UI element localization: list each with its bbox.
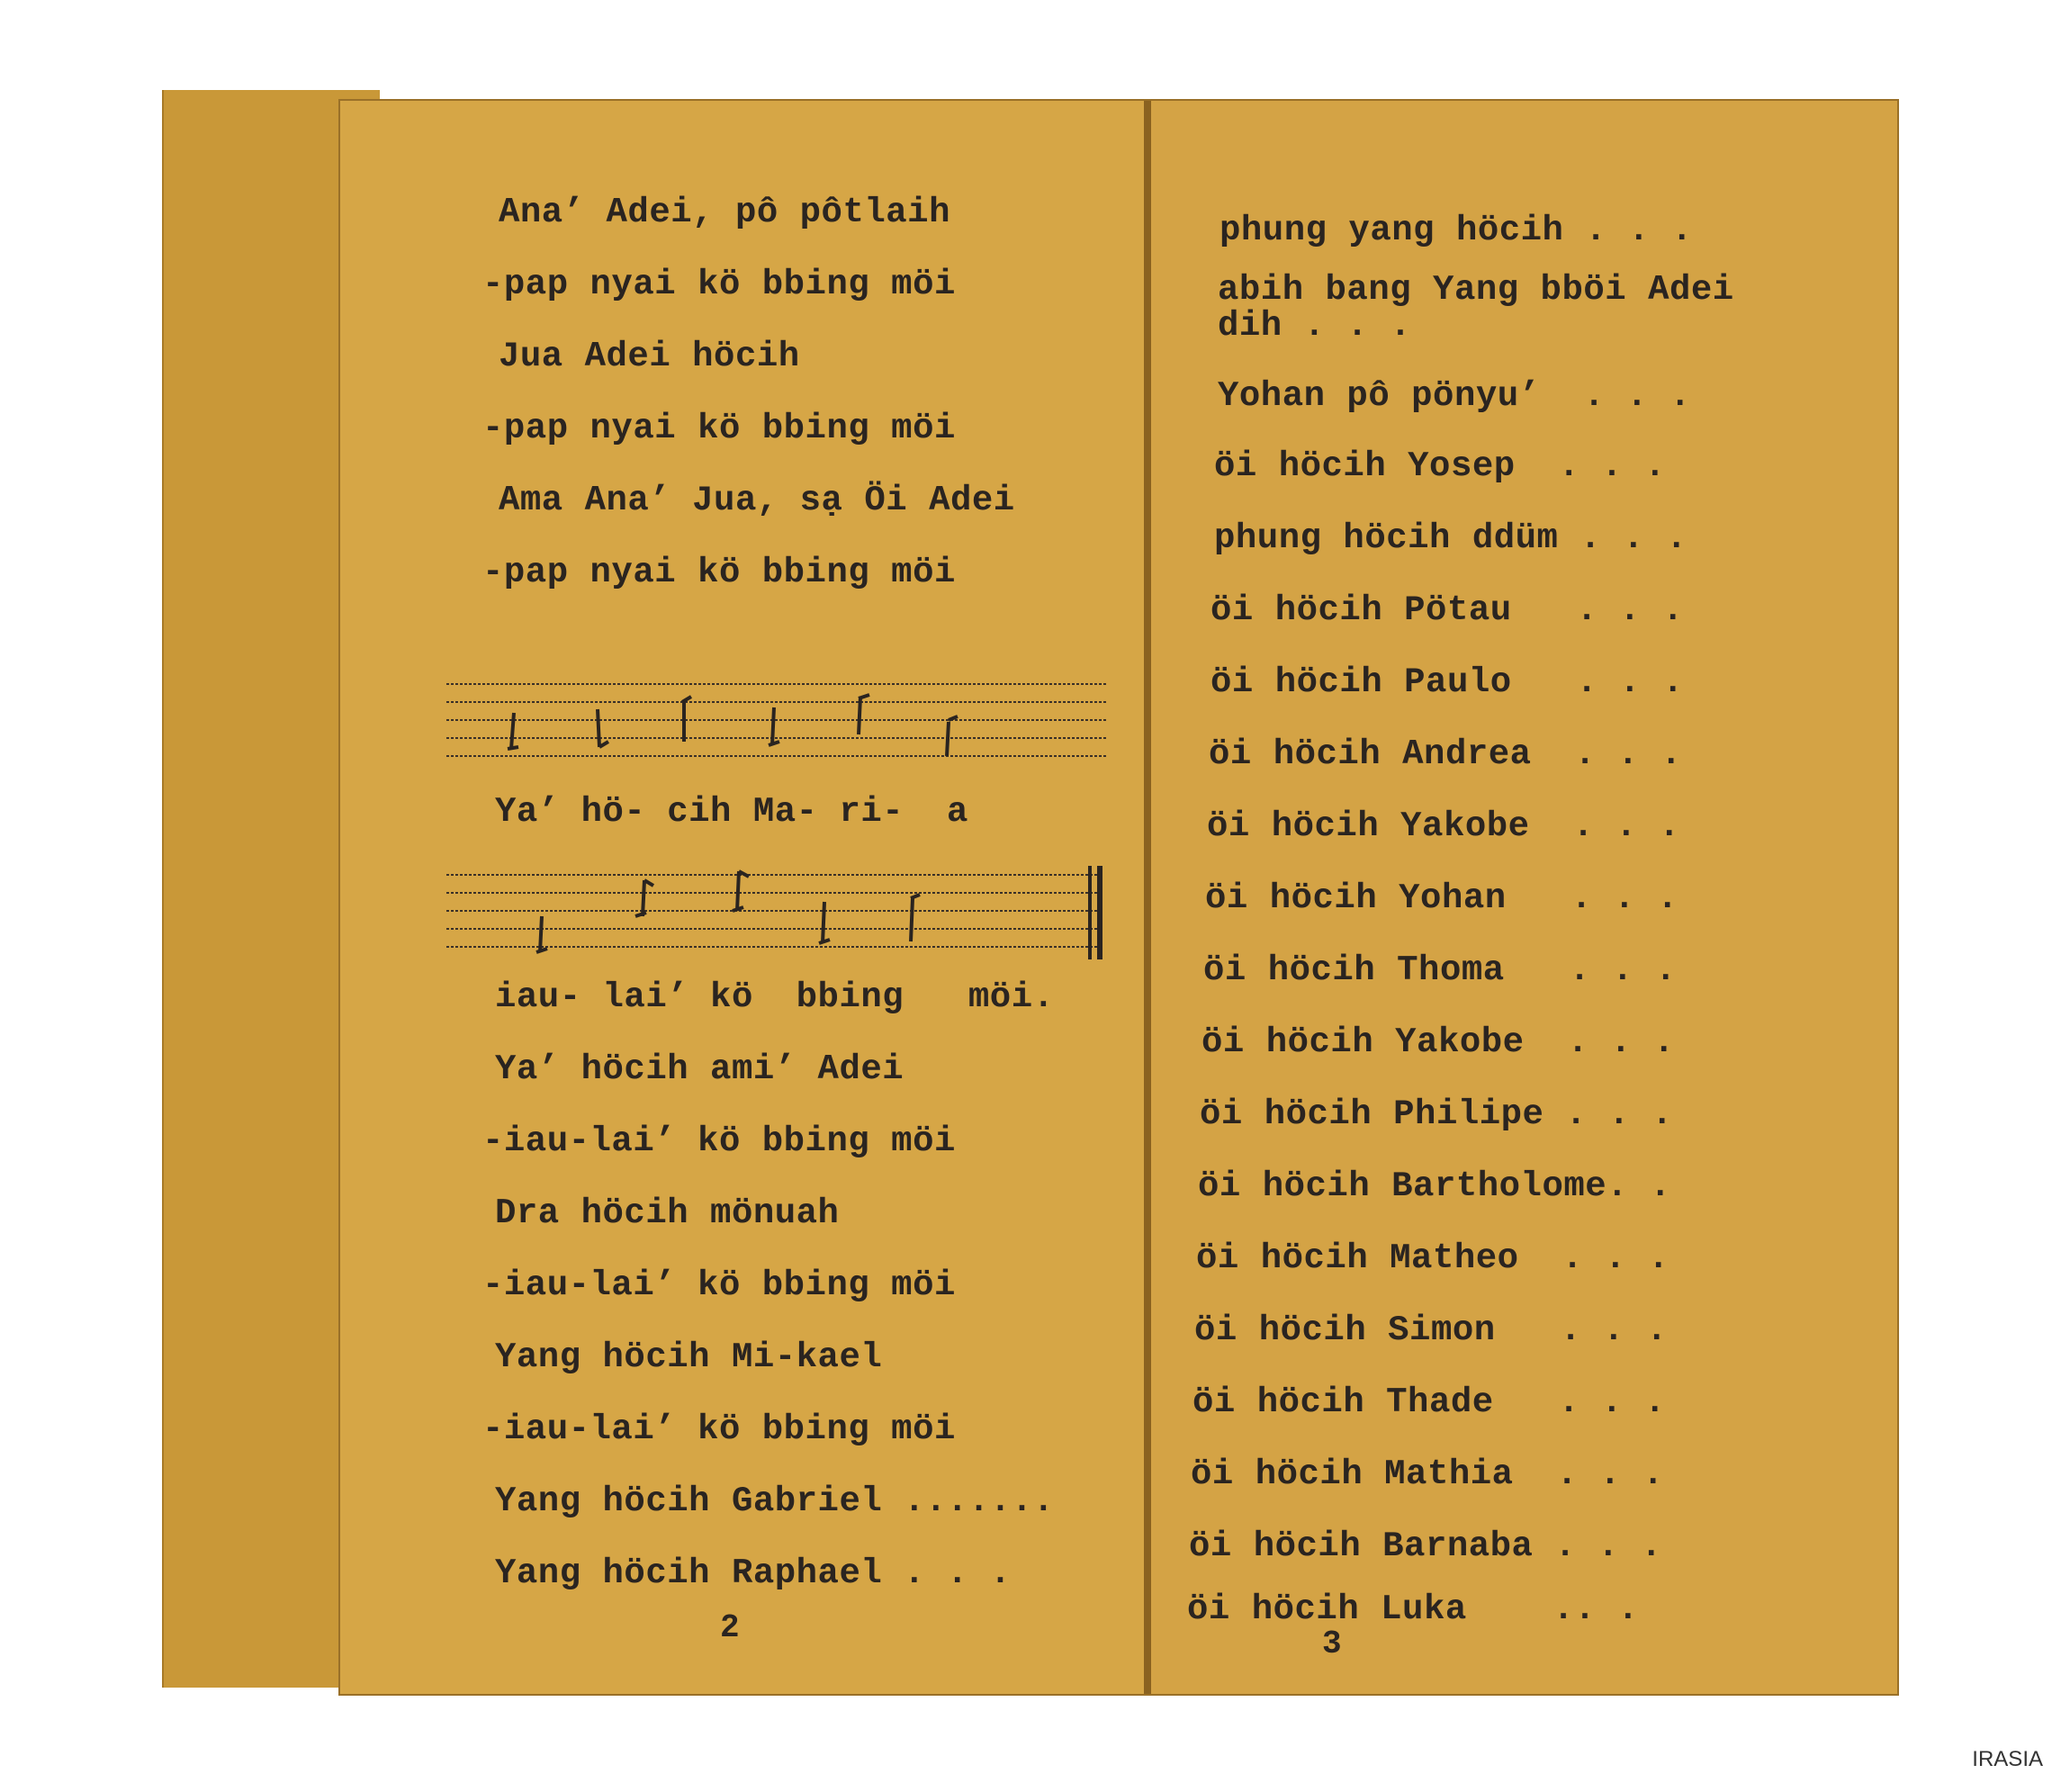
text-line: Ana’ Adei, pô pôtlaih (499, 193, 950, 232)
text-line: öi höcih Yakobe . . . (1207, 806, 1680, 846)
text-line: öi höcih Luka .. . (1187, 1589, 1639, 1629)
text-line: öi höcih Simon . . . (1194, 1310, 1668, 1350)
watermark: IRASIA (1972, 1747, 2043, 1771)
text-line: Yang höcih Raphael . . . (495, 1553, 1012, 1593)
text-line: -iau-lai’ kö bbing möi (482, 1121, 956, 1161)
note-glyph (733, 871, 749, 911)
text-line: -pap nyai kö bbing möi (482, 409, 956, 448)
note-glyph (859, 695, 869, 734)
text-line: öi höcih Andrea . . . (1209, 734, 1682, 774)
text-line: öi höcih Yosep . . . (1214, 446, 1666, 486)
text-line: öi höcih Matheo . . . (1196, 1238, 1670, 1278)
text-line: öi höcih Mathia . . . (1191, 1454, 1664, 1494)
text-line: abih bang Yang bböi Adei (1218, 270, 1734, 310)
note-glyph (769, 707, 779, 745)
music-staff-1 (446, 677, 1108, 767)
text-line: Jua Adei höcih (499, 337, 800, 376)
text-line: öi höcih Thade . . . (1192, 1382, 1666, 1422)
note-glyph (947, 716, 958, 756)
music-staff-2 (446, 862, 1108, 970)
text-line: -iau-lai’ kö bbing möi (482, 1409, 956, 1449)
text-line: Yohan pô pönyu’ . . . (1218, 376, 1691, 416)
booklet-spread (340, 101, 1897, 1694)
text-line: phung höcih ddüm . . . (1214, 518, 1688, 558)
text-line: öi höcih Yohan . . . (1205, 878, 1678, 918)
text-line: Yang höcih Mi-kael (495, 1337, 883, 1377)
book-gutter (1144, 101, 1151, 1694)
text-line: öi höcih Paulo . . . (1210, 662, 1684, 702)
text-line: phung yang höcih . . . (1220, 211, 1693, 250)
lyric-line: Ya’ hö- cih Ma- ri- a (495, 792, 968, 832)
text-line: Yang höcih Gabriel ....... (495, 1481, 1055, 1521)
note-glyph (598, 709, 608, 747)
note-glyph (508, 713, 518, 749)
text-line: öi höcih Philipe . . . (1200, 1094, 1673, 1134)
text-line: Dra höcih mönuah (495, 1193, 840, 1233)
lyric-line: iau- lai’ kö bbing möi. (495, 977, 1055, 1017)
text-line: öi höcih Yakobe . . . (1202, 1022, 1675, 1062)
note-glyph (911, 895, 920, 941)
page-number: 2 (720, 1609, 740, 1646)
left-page (340, 101, 1144, 1694)
text-line: öi höcih Thoma . . . (1203, 950, 1677, 990)
text-line: öi höcih Bartholome. . (1198, 1166, 1671, 1206)
text-line: öi höcih Pötau . . . (1210, 590, 1684, 630)
text-line: dih . . . (1218, 306, 1412, 346)
note-glyph (819, 902, 830, 943)
text-line: Ama Ana’ Jua, sạ Öi Adei (499, 481, 1015, 520)
right-page (1151, 101, 1897, 1694)
text-line: -pap nyai kö bbing möi (482, 265, 956, 304)
text-line: öi höcih Barnaba . . . (1189, 1526, 1662, 1566)
text-line: -pap nyai kö bbing möi (482, 553, 956, 592)
text-line: Ya’ höcih ami’ Adei (495, 1049, 904, 1089)
page-number: 3 (1322, 1625, 1342, 1662)
text-line: -iau-lai’ kö bbing möi (482, 1265, 956, 1305)
